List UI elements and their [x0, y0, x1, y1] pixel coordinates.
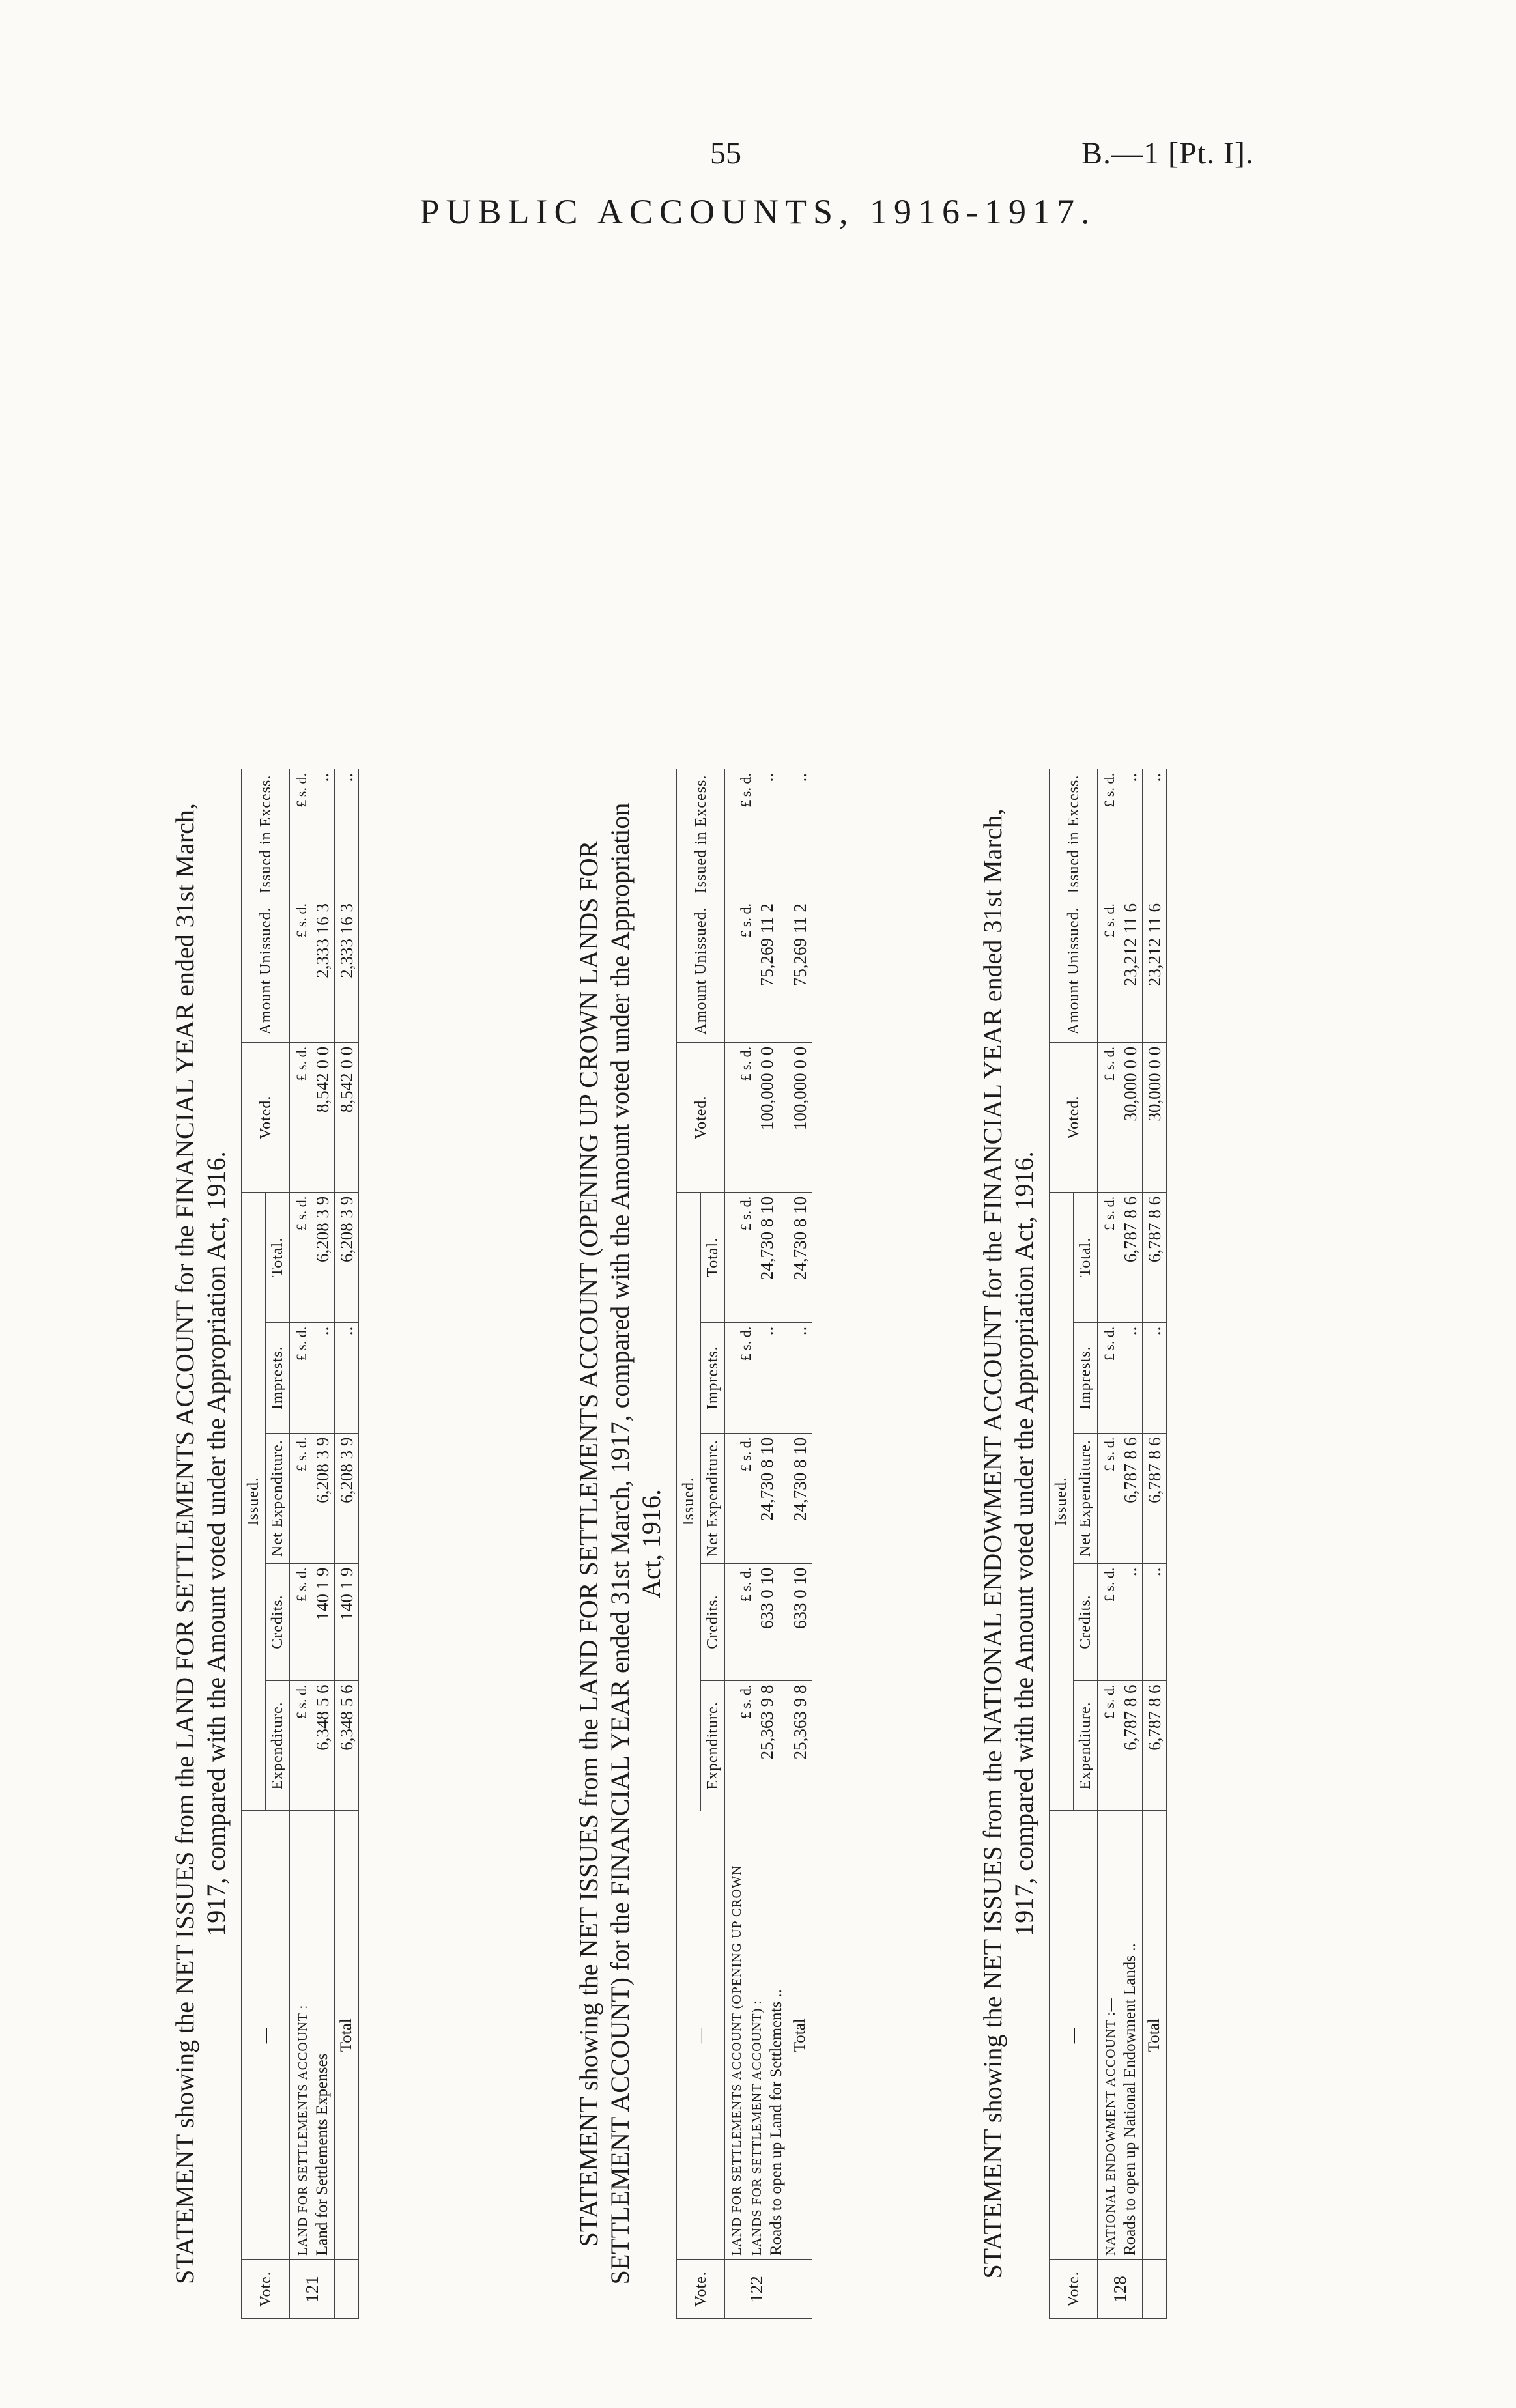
- statement: [977, 769, 1167, 2319]
- voted-header: Voted.: [242, 1042, 290, 1192]
- page-number: 55: [710, 136, 741, 171]
- statement: [169, 769, 359, 2319]
- statement: [573, 769, 812, 2319]
- total-amount-unissued: 2,333 16 3: [335, 899, 359, 1042]
- account-item: Roads to open up National Endowment Lands ..: [1121, 1943, 1139, 2256]
- issued-in-excess-cell: £ s. d. ..: [1098, 769, 1143, 899]
- issued-header: Issued.: [242, 1192, 266, 1811]
- total-imprests: ..: [335, 1322, 359, 1433]
- imprests-header: Imprests.: [266, 1322, 290, 1433]
- issued-in-excess-cell: £ s. d. ..: [725, 769, 788, 899]
- voted-header: Voted.: [1050, 1042, 1098, 1192]
- imprests-cell: £ s. d. ..: [1098, 1322, 1143, 1433]
- net-expenditure-header: Net Expenditure.: [701, 1433, 725, 1563]
- description-header: —: [677, 1811, 725, 2260]
- expenditure-header: Expenditure.: [1074, 1680, 1098, 1811]
- imprests-header: Imprests.: [701, 1322, 725, 1433]
- total-voted: 8,542 0 0: [335, 1042, 359, 1192]
- voted-header: Voted.: [677, 1042, 725, 1192]
- total-voted: 30,000 0 0: [1143, 1042, 1167, 1192]
- document-reference: B.—1 [Pt. I].: [1081, 136, 1254, 171]
- statement-caption: STATEMENT showing the NET ISSUES from the LAND FOR SETTLEMENTS ACCOUNT (OPENING UP CROWN LANDS FOR SETTLEMENT ACCOUNT) for the FINANCIAL YEAR ended 31st March, 1917, compared with the Amount voted under the Appropriation Act, 1916.: [574, 802, 666, 2285]
- account-name: LAND FOR SETTLEMENTS ACCOUNT (OPENING UP CROWN LANDS FOR SETTLEMENT ACCOUNT) :—: [730, 1865, 764, 2256]
- credits-header: Credits.: [266, 1563, 290, 1680]
- expenditure-header: Expenditure.: [701, 1680, 725, 1811]
- statement-opening-up-crown-lands: [573, 769, 812, 2319]
- statement-land-for-settlements: [169, 769, 359, 2319]
- account-description: [1098, 1811, 1143, 2260]
- imprests-cell: £ s. d. ..: [725, 1322, 788, 1433]
- statement-table: [241, 769, 359, 2319]
- total-imprests: ..: [1143, 1322, 1167, 1433]
- total-imprests: ..: [788, 1322, 812, 1433]
- total-amount-unissued: 23,212 11 6: [1143, 899, 1167, 1042]
- imprests-header: Imprests.: [1074, 1322, 1098, 1433]
- voted-cell: £ s. d. 30,000 0 0: [1098, 1042, 1143, 1192]
- credits-cell: £ s. d. ..: [1098, 1563, 1143, 1680]
- vote-number: 121: [290, 2260, 335, 2319]
- total-amount-unissued: 75,269 11 2: [788, 899, 812, 1042]
- total-row: [788, 769, 812, 2319]
- amount-unissued-cell: £ s. d. 75,269 11 2: [725, 899, 788, 1042]
- total-total: 6,208 3 9: [335, 1192, 359, 1322]
- statement-national-endowment: [977, 769, 1167, 2319]
- total-label: Total: [788, 1811, 812, 2260]
- vote-number: 128: [1098, 2260, 1143, 2319]
- amount-unissued-cell: £ s. d. 23,212 11 6: [1098, 899, 1143, 1042]
- voted-cell: £ s. d. 100,000 0 0: [725, 1042, 788, 1192]
- total-expenditure: 6,787 8 6: [1143, 1680, 1167, 1811]
- amount-unissued-header: Amount Unissued.: [677, 899, 725, 1042]
- total-header: Total.: [1074, 1192, 1098, 1322]
- credits-cell: £ s. d. 633 0 10: [725, 1563, 788, 1680]
- account-description: [290, 1811, 335, 2260]
- statement-table: [676, 769, 812, 2319]
- issued-in-excess-header: Issued in Excess.: [677, 769, 725, 899]
- page-header: [0, 135, 1516, 240]
- total-total: 6,787 8 6: [1143, 1192, 1167, 1322]
- account-name: LAND FOR SETTLEMENTS ACCOUNT :—: [295, 1990, 310, 2256]
- total-voted: 100,000 0 0: [788, 1042, 812, 1192]
- amount-unissued-cell: £ s. d. 2,333 16 3: [290, 899, 335, 1042]
- total-total: 24,730 8 10: [788, 1192, 812, 1322]
- credits-cell: £ s. d. 140 1 9: [290, 1563, 335, 1680]
- total-credits: 140 1 9: [335, 1563, 359, 1680]
- total-issued-in-excess: ..: [788, 769, 812, 899]
- total-row: [335, 769, 359, 2319]
- total-credits: ..: [1143, 1563, 1167, 1680]
- credits-header: Credits.: [701, 1563, 725, 1680]
- issued-in-excess-header: Issued in Excess.: [242, 769, 290, 899]
- total-cell: £ s. d. 24,730 8 10: [725, 1192, 788, 1322]
- total-cell: £ s. d. 6,787 8 6: [1098, 1192, 1143, 1322]
- total-net-expenditure: 6,208 3 9: [335, 1433, 359, 1563]
- expenditure-header: Expenditure.: [266, 1680, 290, 1811]
- amount-unissued-header: Amount Unissued.: [242, 899, 290, 1042]
- total-label: Total: [1143, 1811, 1167, 2260]
- account-name: NATIONAL ENDOWMENT ACCOUNT :—: [1103, 1998, 1118, 2256]
- imprests-cell: £ s. d. ..: [290, 1322, 335, 1433]
- issued-header: Issued.: [677, 1192, 701, 1811]
- expenditure-cell: £ s. d. 25,363 9 8: [725, 1680, 788, 1811]
- net-expenditure-cell: £ s. d. 6,787 8 6: [1098, 1433, 1143, 1563]
- total-net-expenditure: 24,730 8 10: [788, 1433, 812, 1563]
- account-item: Roads to open up Land for Settlements ..: [767, 1989, 785, 2256]
- statement-caption: STATEMENT showing the NET ISSUES from the LAND FOR SETTLEMENTS ACCOUNT for the FINANCIAL YEAR ended 31st March, 1917, compared with the Amount voted under the Appropriation Act, 1916.: [170, 803, 231, 2284]
- account-item: Land for Settlements Expenses: [313, 2053, 331, 2256]
- vote-header: Vote.: [242, 2260, 290, 2319]
- issued-in-excess-header: Issued in Excess.: [1050, 769, 1098, 899]
- total-expenditure: 25,363 9 8: [788, 1680, 812, 1811]
- voted-cell: £ s. d. 8,542 0 0: [290, 1042, 335, 1192]
- total-cell: £ s. d. 6,208 3 9: [290, 1192, 335, 1322]
- description-header: —: [1050, 1811, 1098, 2260]
- total-issued-in-excess: ..: [335, 769, 359, 899]
- amount-unissued-header: Amount Unissued.: [1050, 899, 1098, 1042]
- total-expenditure: 6,348 5 6: [335, 1680, 359, 1811]
- total-row: [1143, 769, 1167, 2319]
- issued-header: Issued.: [1050, 1192, 1074, 1811]
- total-issued-in-excess: ..: [1143, 769, 1167, 899]
- net-expenditure-cell: £ s. d. 24,730 8 10: [725, 1433, 788, 1563]
- total-header: Total.: [266, 1192, 290, 1322]
- issued-in-excess-cell: £ s. d. ..: [290, 769, 335, 899]
- credits-header: Credits.: [1074, 1563, 1098, 1680]
- table-row: [290, 769, 335, 2319]
- total-credits: 633 0 10: [788, 1563, 812, 1680]
- statement-table: [1049, 769, 1167, 2319]
- vote-number: 122: [725, 2260, 788, 2319]
- total-net-expenditure: 6,787 8 6: [1143, 1433, 1167, 1563]
- total-header: Total.: [701, 1192, 725, 1322]
- account-description: [725, 1811, 788, 2260]
- vote-header: Vote.: [1050, 2260, 1098, 2319]
- statement-caption: STATEMENT showing the NET ISSUES from the NATIONAL ENDOWMENT ACCOUNT for the FINANCIAL YEAR ended 31st March, 1917, compared with the Amount voted under the Appropriation Act, 1916.: [978, 808, 1038, 2279]
- net-expenditure-header: Net Expenditure.: [1074, 1433, 1098, 1563]
- net-expenditure-cell: £ s. d. 6,208 3 9: [290, 1433, 335, 1563]
- description-header: —: [242, 1811, 290, 2260]
- net-expenditure-header: Net Expenditure.: [266, 1433, 290, 1563]
- expenditure-cell: £ s. d. 6,348 5 6: [290, 1680, 335, 1811]
- total-label: Total: [335, 1811, 359, 2260]
- vote-header: Vote.: [677, 2260, 725, 2319]
- page-title: PUBLIC ACCOUNTS, 1916-1917.: [420, 192, 1096, 231]
- table-row: [1098, 769, 1143, 2319]
- expenditure-cell: £ s. d. 6,787 8 6: [1098, 1680, 1143, 1811]
- table-row: [725, 769, 788, 2319]
